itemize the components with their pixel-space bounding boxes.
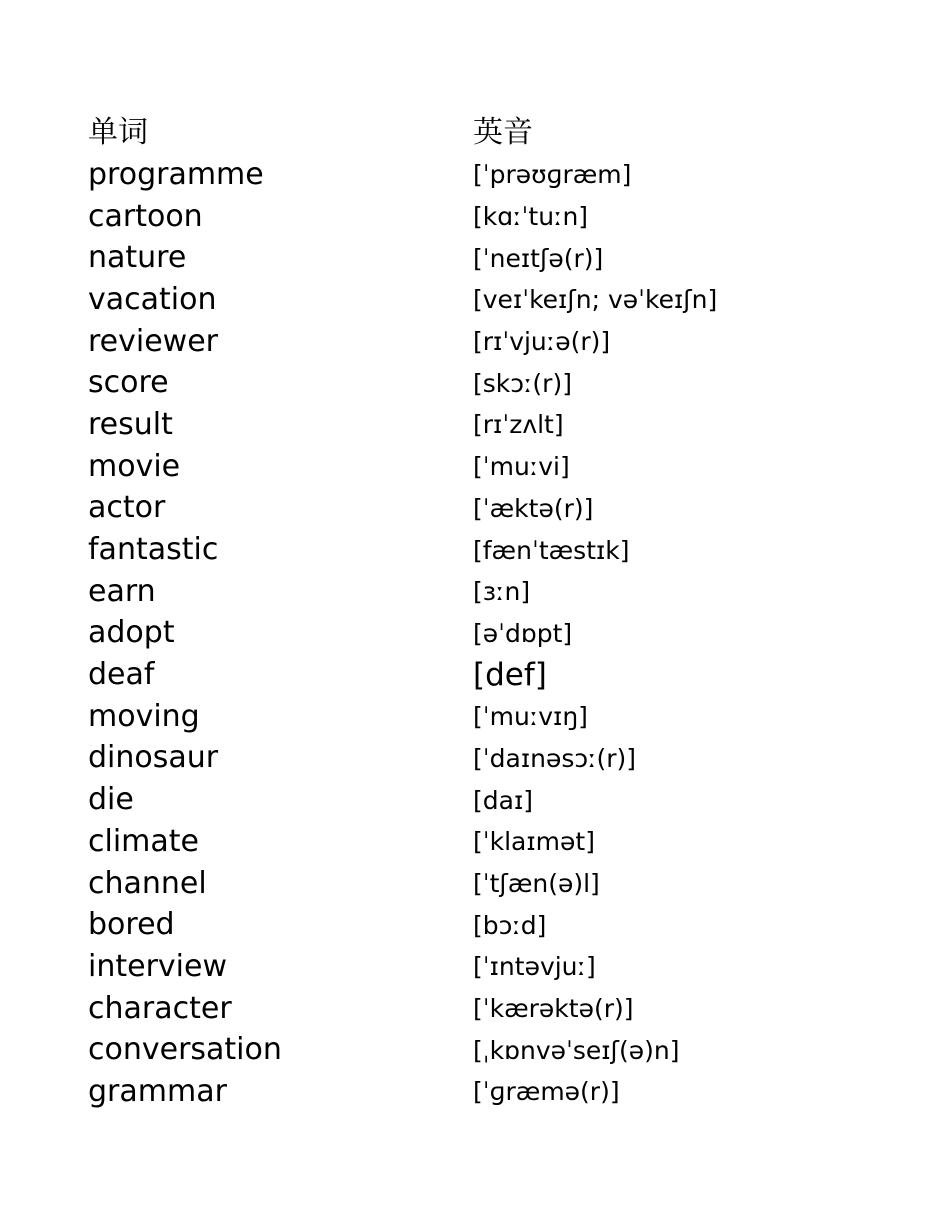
table-row — [88, 738, 868, 780]
word-cell: channel — [88, 865, 207, 901]
table-row — [88, 154, 868, 196]
table-row — [88, 696, 868, 738]
word-column-header: 单词 — [88, 115, 148, 150]
table-row — [88, 488, 868, 530]
phonetic-cell: [rɪˈzʌlt] — [473, 410, 564, 440]
word-cell: fantastic — [88, 532, 219, 568]
table-row — [88, 279, 868, 321]
word-cell: nature — [88, 240, 187, 276]
vocabulary-table — [88, 112, 868, 1113]
phonetic-cell: [ˈɡræmə(r)] — [473, 1077, 620, 1107]
word-cell: adopt — [88, 615, 175, 651]
phonetic-cell: [ˈkærəktə(r)] — [473, 994, 634, 1024]
word-cell: score — [88, 365, 169, 401]
table-row — [88, 988, 868, 1030]
table-row — [88, 904, 868, 946]
phonetic-cell: [veɪˈkeɪʃn; vəˈkeɪʃn] — [473, 285, 718, 315]
phonetic-cell: [def] — [473, 656, 547, 693]
phonetic-cell: [əˈdɒpt] — [473, 618, 573, 648]
table-row — [88, 404, 868, 446]
word-cell: moving — [88, 698, 200, 734]
table-row — [88, 779, 868, 821]
table-row — [88, 1071, 868, 1113]
phonetic-cell: [ˈtʃæn(ə)l] — [473, 869, 600, 899]
word-cell: deaf — [88, 657, 155, 693]
phonetic-cell: [ˈæktə(r)] — [473, 493, 594, 523]
table-row — [88, 446, 868, 488]
phonetic-cell: [kɑːˈtuːn] — [473, 202, 589, 232]
table-row — [88, 196, 868, 238]
table-row — [88, 863, 868, 905]
phonetic-cell: [bɔːd] — [473, 910, 547, 940]
phonetic-cell: [ˈɪntəvjuː] — [473, 952, 596, 982]
word-cell: vacation — [88, 281, 217, 317]
word-cell: movie — [88, 448, 181, 484]
table-row — [88, 571, 868, 613]
word-cell: conversation — [88, 1032, 282, 1068]
phonetic-cell: [fænˈtæstɪk] — [473, 535, 630, 565]
word-cell: die — [88, 782, 134, 818]
phonetic-cell: [daɪ] — [473, 785, 533, 815]
word-cell: grammar — [88, 1073, 227, 1109]
word-cell: earn — [88, 573, 156, 609]
word-cell: climate — [88, 823, 199, 859]
word-cell: dinosaur — [88, 740, 219, 776]
word-cell: programme — [88, 156, 264, 192]
table-row — [88, 1029, 868, 1071]
table-row — [88, 237, 868, 279]
phonetic-cell: [ˈklaɪmət] — [473, 827, 595, 857]
phonetic-cell: [ˌkɒnvəˈseɪʃ(ə)n] — [473, 1035, 680, 1065]
phonetic-cell: [ˈneɪtʃə(r)] — [473, 243, 604, 273]
word-cell: result — [88, 406, 173, 442]
word-cell: actor — [88, 490, 166, 526]
table-row — [88, 529, 868, 571]
phonetic-cell: [ɜːn] — [473, 577, 531, 607]
word-cell: character — [88, 990, 232, 1026]
table-row — [88, 654, 868, 696]
phonetic-cell: [ˈprəʊɡræm] — [473, 160, 632, 190]
phonetic-cell: [rɪˈvjuːə(r)] — [473, 327, 611, 357]
phonetic-cell: [ˈmuːvɪŋ] — [473, 702, 588, 732]
table-row — [88, 613, 868, 655]
table-row — [88, 821, 868, 863]
word-cell: bored — [88, 907, 175, 943]
table-row — [88, 946, 868, 988]
phonetic-column-header: 英音 — [473, 115, 533, 150]
word-cell: cartoon — [88, 198, 203, 234]
table-header — [88, 112, 868, 154]
phonetic-cell: [ˈdaɪnəsɔː(r)] — [473, 743, 637, 773]
word-cell: interview — [88, 948, 227, 984]
phonetic-cell: [ˈmuːvi] — [473, 452, 570, 482]
table-row — [88, 321, 868, 363]
phonetic-cell: [skɔː(r)] — [473, 368, 572, 398]
table-row — [88, 362, 868, 404]
word-cell: reviewer — [88, 323, 219, 359]
